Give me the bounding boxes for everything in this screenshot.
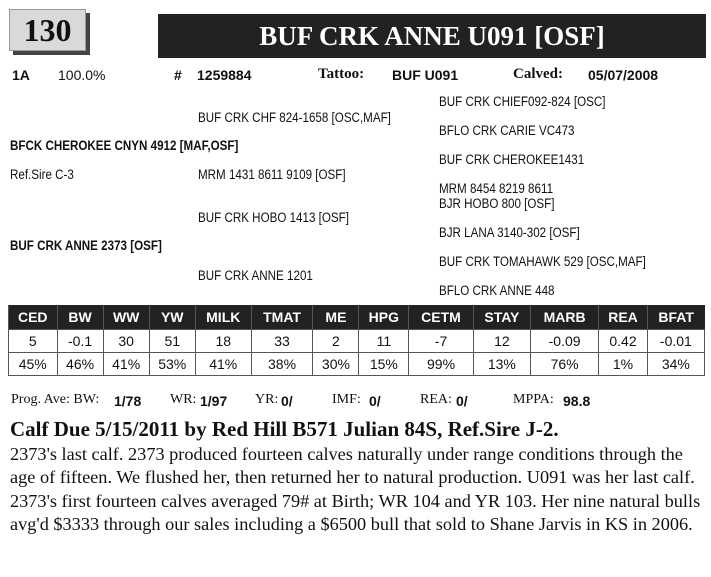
epd-value: -0.01 bbox=[647, 330, 704, 353]
pedigree-dam-sire: BUF CRK HOBO 1413 [OSF] bbox=[198, 210, 349, 225]
pedigree-ss-dam: BFLO CRK CARIE VC473 bbox=[439, 123, 575, 138]
epd-header: CED bbox=[9, 305, 58, 330]
epd-value-row bbox=[9, 330, 705, 353]
reg-label: # bbox=[174, 67, 182, 83]
progeny-imf-label: IMF: bbox=[332, 392, 361, 407]
epd-value: 18 bbox=[195, 330, 251, 353]
progeny-rea-value: 0/ bbox=[456, 393, 468, 409]
epd-header: TMAT bbox=[251, 305, 313, 330]
progeny-wr-value: 1/97 bbox=[200, 393, 228, 409]
pedigree-ds-dam: BJR LANA 3140-302 [OSF] bbox=[439, 225, 580, 240]
epd-value: 12 bbox=[473, 330, 530, 353]
epd-value: -0.09 bbox=[530, 330, 598, 353]
breed-percent: 100.0% bbox=[58, 67, 106, 83]
epd-accuracy: 1% bbox=[599, 353, 648, 376]
progeny-yr-label: YR: bbox=[255, 392, 279, 407]
epd-accuracy: 15% bbox=[359, 353, 409, 376]
progeny-imf-value: 0/ bbox=[369, 393, 381, 409]
epd-accuracy: 13% bbox=[473, 353, 530, 376]
pedigree-dd-sire: BUF CRK TOMAHAWK 529 [OSC,MAF] bbox=[439, 254, 646, 269]
progeny-bw-value: 1/78 bbox=[114, 393, 142, 409]
epd-value: 30 bbox=[103, 330, 149, 353]
epd-accuracy: 46% bbox=[57, 353, 103, 376]
lot-number: 130 bbox=[9, 9, 86, 51]
epd-accuracy: 45% bbox=[9, 353, 58, 376]
epd-header: ME bbox=[313, 305, 359, 330]
epd-header: HPG bbox=[359, 305, 409, 330]
epd-accuracy: 76% bbox=[530, 353, 598, 376]
epd-header-row bbox=[9, 305, 705, 330]
epd-accuracy: 34% bbox=[647, 353, 704, 376]
epd-header: STAY bbox=[473, 305, 530, 330]
epd-accuracy-row bbox=[9, 353, 705, 376]
epd-value: 0.42 bbox=[599, 330, 648, 353]
pedigree-ds-sire: BJR HOBO 800 [OSF] bbox=[439, 196, 555, 211]
pedigree-sd-dam: MRM 8454 8219 8611 bbox=[439, 181, 554, 196]
epd-value: 51 bbox=[149, 330, 195, 353]
epd-header: MARB bbox=[530, 305, 598, 330]
epd-header: BFAT bbox=[647, 305, 704, 330]
animal-name-banner: BUF CRK ANNE U091 [OSF] bbox=[158, 14, 706, 58]
epd-value: -7 bbox=[409, 330, 474, 353]
epd-accuracy: 30% bbox=[313, 353, 359, 376]
epd-table bbox=[8, 305, 705, 376]
pedigree-sire-sire: BUF CRK CHF 824-1658 [OSC,MAF] bbox=[198, 110, 391, 125]
epd-accuracy: 38% bbox=[251, 353, 313, 376]
progeny-mppa-value: 98.8 bbox=[563, 393, 591, 409]
epd-header: WW bbox=[103, 305, 149, 330]
progeny-yr-value: 0/ bbox=[281, 393, 293, 409]
epd-accuracy: 53% bbox=[149, 353, 195, 376]
epd-value: 5 bbox=[9, 330, 58, 353]
tattoo-label: Tattoo: bbox=[318, 66, 365, 82]
calved-date: 05/07/2008 bbox=[588, 67, 659, 83]
pedigree-sire: BFCK CHEROKEE CNYN 4912 [MAF,OSF] bbox=[10, 138, 239, 153]
pedigree-dd-dam: BFLO CRK ANNE 448 bbox=[439, 283, 555, 298]
reg-number: 1259884 bbox=[197, 67, 252, 83]
pedigree-ss-sire: BUF CRK CHIEF092-824 [OSC] bbox=[439, 94, 606, 109]
progeny-rea-label: REA: bbox=[420, 392, 452, 407]
calved-label: Calved: bbox=[513, 66, 563, 82]
epd-accuracy: 41% bbox=[195, 353, 251, 376]
progeny-wr-label: WR: bbox=[170, 392, 197, 407]
description-text: 2373's last calf. 2373 produced fourteen calves naturally under range conditions through the age of fifteen. We flushed her, then returned her to natural production. U091 was her last calf. 2373's first fourteen calves averaged 79# at Birth; WR 104 and YR 103. Her nine natural bulls avg'd $3333 through our sales including a $6500 bull that sold to Shane Jarvis in KS in 2006. bbox=[10, 444, 701, 534]
pedigree-sd-sire: BUF CRK CHEROKEE1431 bbox=[439, 152, 585, 167]
epd-header: REA bbox=[599, 305, 648, 330]
epd-header: MILK bbox=[195, 305, 251, 330]
progeny-bw-label: Prog. Ave: BW: bbox=[11, 392, 100, 407]
group-code: 1A bbox=[12, 67, 30, 83]
pedigree-ref-sire: Ref.Sire C-3 bbox=[10, 167, 74, 182]
tattoo-value: BUF U091 bbox=[392, 67, 459, 83]
epd-accuracy: 41% bbox=[103, 353, 149, 376]
epd-header: CETM bbox=[409, 305, 474, 330]
progeny-mppa-label: MPPA: bbox=[513, 392, 554, 407]
epd-value: 11 bbox=[359, 330, 409, 353]
epd-value: 2 bbox=[313, 330, 359, 353]
epd-value: 33 bbox=[251, 330, 313, 353]
pedigree-dam-dam: BUF CRK ANNE 1201 bbox=[198, 268, 313, 283]
epd-header: BW bbox=[57, 305, 103, 330]
epd-value: -0.1 bbox=[57, 330, 103, 353]
epd-header: YW bbox=[149, 305, 195, 330]
pedigree-dam: BUF CRK ANNE 2373 [OSF] bbox=[10, 238, 162, 253]
calf-due-heading: Calf Due 5/15/2011 by Red Hill B571 Julian 84S, Ref.Sire J-2. bbox=[10, 417, 559, 441]
epd-accuracy: 99% bbox=[409, 353, 474, 376]
pedigree-sire-dam: MRM 1431 8611 9109 [OSF] bbox=[198, 167, 346, 182]
